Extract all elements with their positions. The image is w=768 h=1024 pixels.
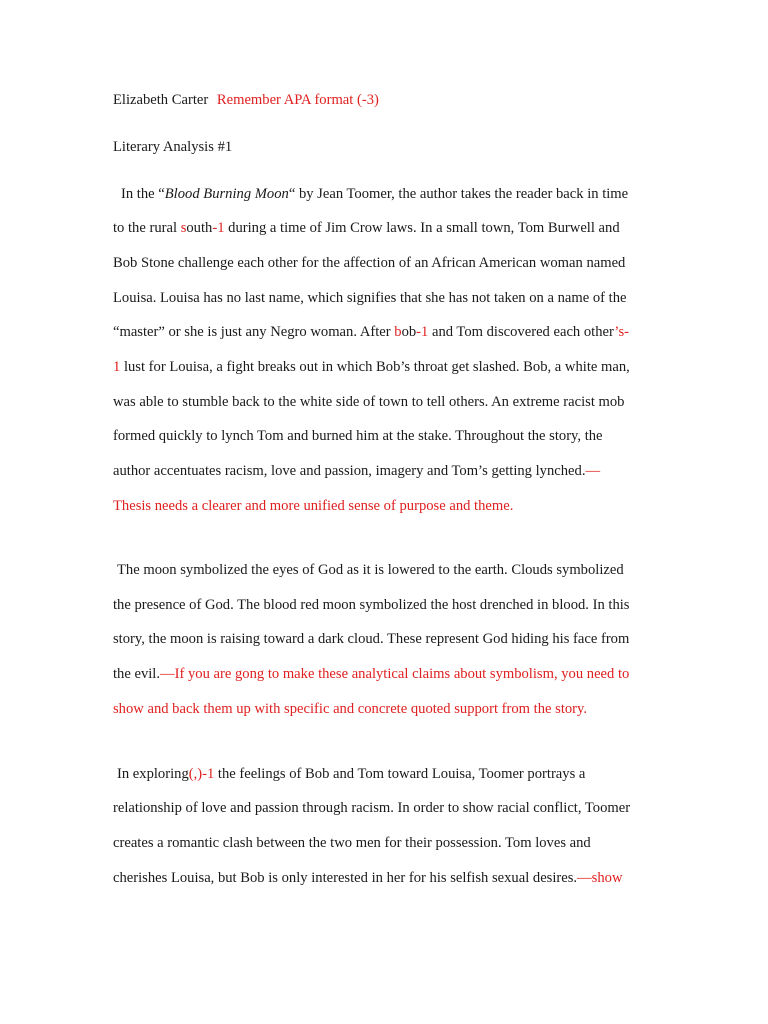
p1-l1-text-b: “ by Jean Toomer, the author takes the reader back in time [288, 186, 629, 202]
symbolism-comment: —If you are gong to make these analytical claims about symbolism, you need to [160, 666, 630, 682]
author-line [113, 91, 379, 109]
correction-mark: b [394, 324, 402, 340]
p1-line-7: was able to stumble back to the white side of town to tell others. An extreme racist mob [113, 394, 625, 410]
story-title: Blood Burning Moon [164, 186, 289, 202]
p3-line-3: creates a romantic clash between the two men for their possession. Tom loves and [113, 835, 591, 851]
p1-line-2 [113, 219, 620, 237]
p1-l2-text-b: outh [186, 220, 213, 236]
p1-l5-text-a: “master” or she is just any Negro woman. After [113, 324, 395, 340]
deduction-mark: -1 [212, 220, 225, 236]
symbolism-comment-cont: show and back them up with specific and concrete quoted support from the story. [113, 701, 588, 717]
p2-line-1: The moon symbolized the eyes of God as it is lowered to the earth. Clouds symbolized [117, 562, 624, 578]
author-comment: Remember APA format (-3) [216, 92, 379, 108]
author-name: Elizabeth Carter [113, 92, 209, 108]
p1-line-8: formed quickly to lynch Tom and burned him at the stake. Throughout the story, the [113, 428, 603, 444]
document-title: Literary Analysis #1 [113, 139, 233, 155]
comment-dash: — [585, 463, 601, 479]
p3-l1-text-b: the feelings of Bob and Tom toward Louisa, Toomer portrays a [214, 766, 586, 782]
p3-line-1 [117, 765, 585, 783]
thesis-comment: Thesis needs a clearer and more unified sense of purpose and theme. [113, 498, 514, 514]
p3-l1-text-a: In exploring [117, 766, 189, 782]
p1-l2-text-a: to the rural [113, 220, 181, 236]
p1-l9-text: author accentuates racism, love and passion, imagery and Tom’s getting lynched. [113, 463, 586, 479]
p2-l4-text: the evil. [113, 666, 161, 682]
p1-line-4: Louisa. Louisa has no last name, which signifies that she has not taken on a name of the [113, 290, 627, 306]
p1-line-5 [113, 323, 629, 341]
deduction-mark: 1 [113, 359, 121, 375]
show-comment: —show [577, 870, 623, 886]
apostrophe-correction-mark: ’s- [614, 324, 629, 340]
p1-l6-text: lust for Louisa, a fight breaks out in which Bob’s throat get slashed. Bob, a white man, [120, 359, 630, 375]
p1-l1-text-a: In the “ [121, 186, 165, 202]
p1-line-1 [121, 185, 628, 203]
p1-l5-text-b: ob [401, 324, 417, 340]
p2-line-3: story, the moon is raising toward a dark cloud. These represent God hiding his face from [113, 631, 630, 647]
p1-l5-text-c: and Tom discovered each other [428, 324, 615, 340]
p2-line-4 [113, 665, 629, 683]
p1-line-9 [113, 462, 600, 480]
p1-l2-text-c: during a time of Jim Crow laws. In a small town, Tom Burwell and [224, 220, 620, 236]
correction-mark: s [180, 220, 187, 236]
deduction-mark: -1 [416, 324, 429, 340]
comma-deduction-mark: (,)-1 [188, 766, 215, 782]
p3-line-4 [113, 869, 622, 887]
p1-line-6 [113, 358, 630, 376]
p3-l4-text: cherishes Louisa, but Bob is only interested in her for his selfish sexual desires. [113, 870, 578, 886]
p2-line-2: the presence of God. The blood red moon symbolized the host drenched in blood. In this [113, 597, 630, 613]
p1-line-3: Bob Stone challenge each other for the affection of an African American woman named [113, 255, 626, 271]
p3-line-2: relationship of love and passion through racism. In order to show racial conflict, Toomer [113, 800, 631, 816]
